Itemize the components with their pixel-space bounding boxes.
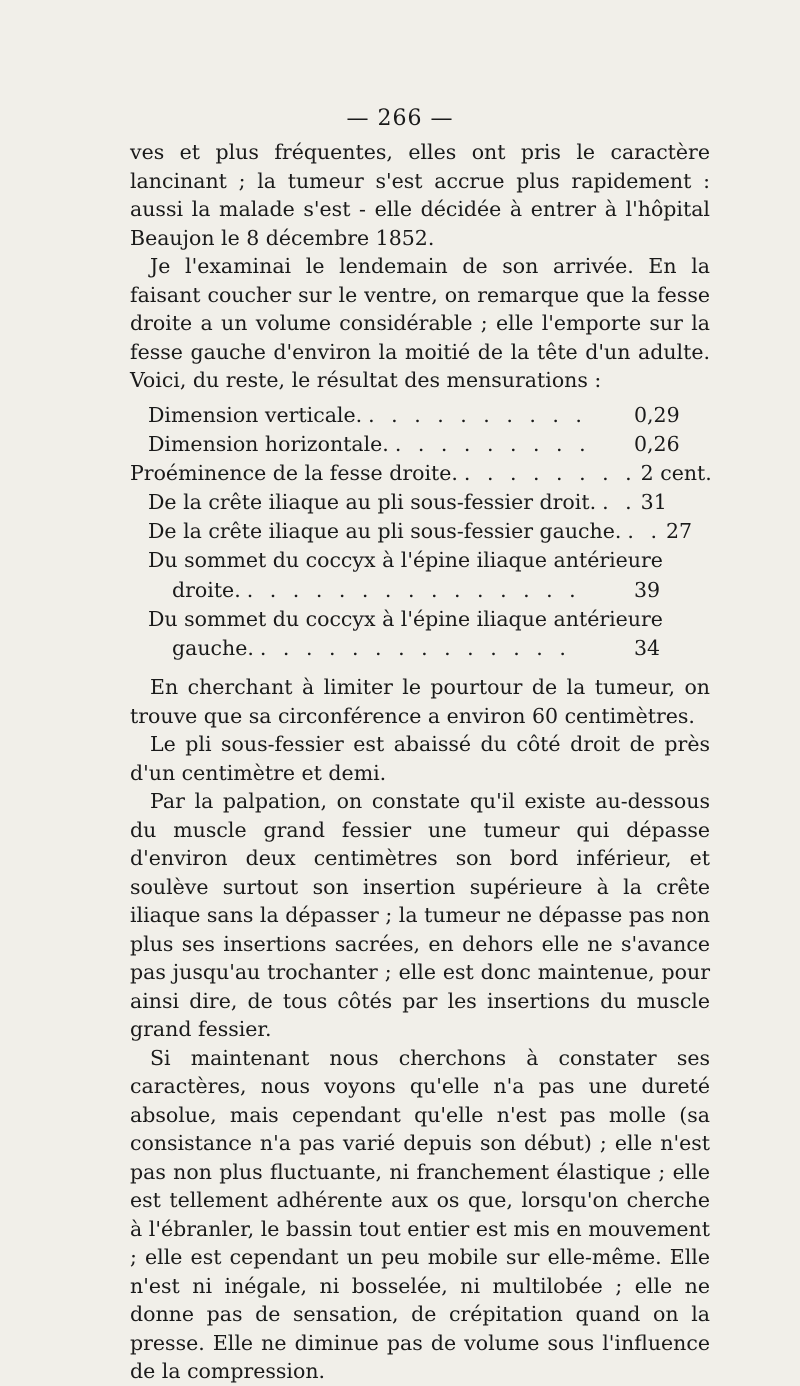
measurement-value: 34 (634, 636, 661, 660)
measurement-value: 39 (634, 577, 661, 602)
measurement-value: 2 cent. (640, 460, 712, 485)
measurement-value: 27 (665, 519, 693, 544)
measurement-row (130, 401, 710, 430)
measurement-label: gauche. (172, 636, 254, 660)
measurement-row (130, 517, 710, 546)
paragraph-characteristics: Si maintenant nous cherchons à constater ses caractères, nous voyons qu'elle n'a pas une dureté absolue, mais cependant qu'elle n'est pas molle (sa consistance n'a pas varié depuis son début) ; elle n'est pas non plus fluctuante, ni franchement élastique ; elle est tellement adhérente aux os que, lorsqu'on cherche à l'ébranler, le bassin tout entier est mis en mouvement ; elle est cependant un peu mobile sur elle-même. Elle n'est ni inégale, ni bosselée, ni multilobée ; elle ne donne pas de sensation, de crépitation quand on la presse. Elle ne diminue pas de volume sous l'influence de la compression. (130, 1045, 710, 1384)
measurement-label: Dimension verticale. (148, 402, 363, 427)
leader-dots: . . (602, 490, 637, 515)
measurement-value: 0,29 (634, 402, 680, 427)
leader-dots: . . (627, 519, 662, 544)
measurement-row (130, 576, 710, 605)
paragraph-continuation: ves et plus fréquentes, elles ont pris le caractère lancinant ; la tumeur s'est accrue plus rapidement : aussi la malade s'est - elle décidée à entrer à l'hôpital Beaujon le 8 décembre 1852. (130, 140, 710, 250)
measurement-label: Proéminence de la fesse droite. (130, 460, 458, 485)
paragraph-palpation: Par la palpation, on constate qu'il existe au-dessous du muscle grand fessier une tumeur qui dépasse d'environ deux centimètres son bord inférieur, et soulève surtout son insertion supérieure à la crête iliaque sans la dépasser ; la tumeur ne dépasse pas non plus ses insertions sacrées, en dehors elle ne s'avance pas jusqu'au trochanter ; elle est donc maintenue, pour ainsi dire, de tous côtés par les insertions du muscle grand fessier. (130, 789, 710, 1042)
measurement-label: De la crête iliaque au pli sous-fessier droit. (148, 490, 597, 515)
paragraph-fold: Le pli sous-fessier est abaissé du côté droit de près d'un centimètre et demi. (130, 732, 710, 785)
leader-dots: . . . . . . . . . (394, 431, 591, 456)
measurement-label: De la crête iliaque au pli sous-fessier gauche. (148, 519, 622, 544)
paragraph-circumference: En cherchant à limiter le pourtour de la tumeur, on trouve que sa circonférence a environ 60 centimètres. (130, 675, 710, 728)
leader-dots: . . . . . . . . . . . . . . . (246, 577, 581, 602)
leader-dots: . . . . . . . . . . . . . . (259, 636, 571, 660)
measurement-label: droite. (172, 577, 241, 602)
measurement-label-line: Du sommet du coccyx à l'épine iliaque antérieure (148, 606, 663, 631)
measurement-value: 0,26 (634, 431, 680, 456)
measurements-table (130, 401, 710, 664)
page-number-header: — 266 — (346, 106, 454, 131)
leader-dots: . . . . . . . . . . (368, 402, 587, 427)
paragraph-examination: Je l'examinai le lendemain de son arrivée. En la faisant coucher sur le ventre, on remarque que la fesse droite a un volume considérable ; elle l'emporte sur la fesse gauche d'environ la moitié de la tête d'un adulte. Voici, du reste, le résultat des mensurations : (130, 254, 710, 392)
measurement-row (130, 430, 710, 459)
measurement-label: Dimension horizontale. (148, 431, 389, 456)
measurement-row (130, 459, 710, 488)
measurement-row (130, 488, 710, 517)
measurement-value: 31 (640, 490, 667, 515)
leader-dots: . . . . . . . . (463, 460, 637, 485)
measurement-row (130, 634, 710, 663)
body-text (130, 138, 710, 1386)
measurement-label-line: Du sommet du coccyx à l'épine iliaque antérieure (148, 548, 663, 573)
